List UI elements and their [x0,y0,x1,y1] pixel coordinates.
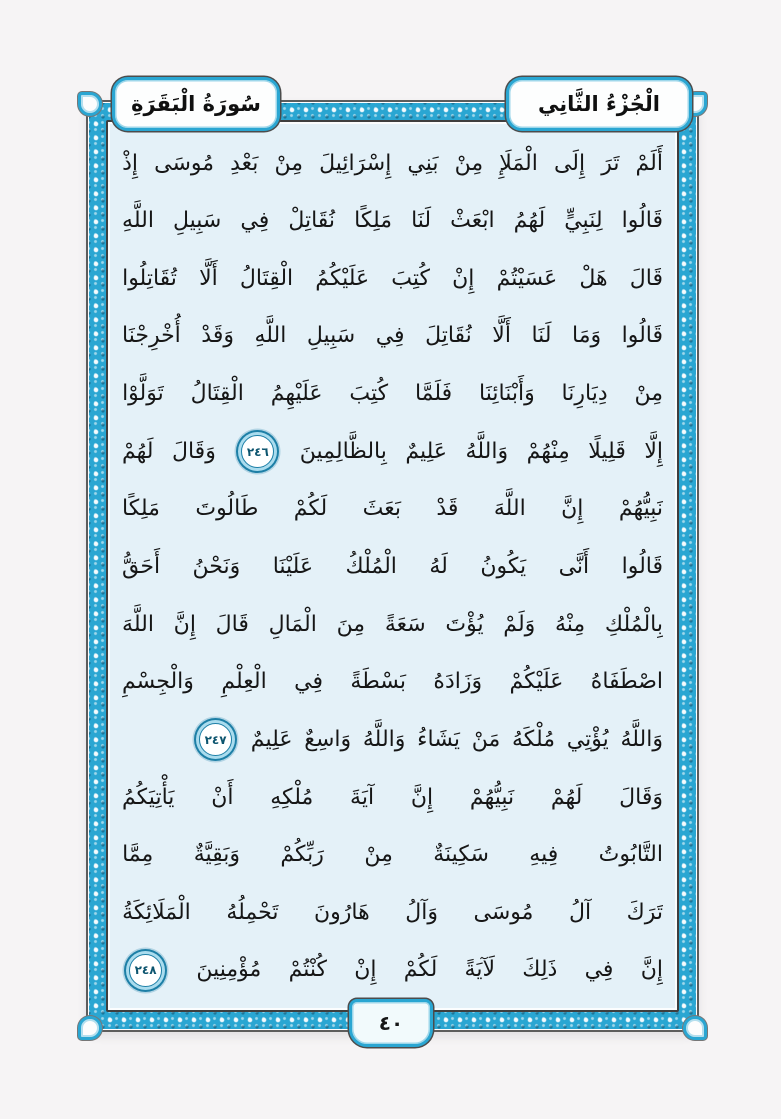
quran-word: بَعْدِ [230,150,259,176]
ayah-number-medallion: ٢٤٧ [199,723,232,756]
quran-word: عَلَيْكُمْ [509,669,564,695]
ornamental-frame [86,100,699,1032]
quran-word: يُؤْتَ [445,611,484,637]
quran-word: أَلَّا [199,265,218,291]
quran-word: عَلَيْنَا [272,553,314,579]
quran-word: مِنْهُمْ [526,438,570,464]
quran-word: مِنْهُ [554,611,586,637]
quran-word: لَهُ [429,553,448,579]
page-number-tab [349,999,433,1047]
corner-ornament-bottom-left [78,1016,102,1040]
quran-word: مِنْ [364,842,393,868]
quran-word: أَحَقُّ [122,553,161,579]
quran-word: مَنْ [471,726,501,752]
quran-word: وَزَادَهُ [433,669,483,695]
quran-word: طَالُوتَ [195,496,259,522]
quran-word: مَلِكًا [354,208,393,234]
quran-line [122,539,663,594]
quran-word: نُقَاتِلَ [425,323,472,349]
quran-word: وَاللَّهُ [362,726,406,752]
quran-word: يَأْتِيَكُمُ [122,784,175,810]
quran-line [122,828,663,883]
quran-word: بَنِي [407,150,439,176]
quran-word: اصْطَفَاهُ [590,669,663,695]
quran-word: قَالُوا [621,323,663,349]
quran-word: تَرَ [601,150,620,176]
quran-word: الْمَلَإِ [499,150,538,176]
quran-word: سَبِيلِ [306,323,356,349]
quran-word: عَلِيمٌ [405,438,448,464]
quran-word: إِنْ [452,265,475,291]
quran-word: التَّابُوتُ [598,842,663,868]
quran-word: مُوسَى [473,899,534,925]
quran-word: اللَّهِ [122,208,154,234]
quran-word: فِي [375,323,405,349]
quran-line [122,482,663,537]
quran-word: يُؤْتِي [566,726,609,752]
juz-name-label: الْجُزْءُ الثَّانِي [538,92,661,116]
quran-word: إِذْ [122,150,139,176]
quran-word: قَدْ [436,496,459,522]
quran-word: لَهُمْ [550,784,583,810]
quran-line [122,770,663,825]
quran-lines [110,124,675,1008]
quran-line [122,136,663,191]
quran-word: مِمَّا [122,842,154,868]
quran-word: الْمُلْكُ [345,553,397,579]
quran-word: بِالظَّالِمِينَ [299,438,387,464]
quran-word: مِنَ [336,611,366,637]
quran-word: تُقَاتِلُوا [122,265,177,291]
quran-word: سَبِيلِ [172,208,222,234]
quran-word: بَسْطَةً [350,669,406,695]
quran-word: اللَّهَ [493,496,526,522]
quran-word: إِلَى [553,150,586,176]
frame-ornament-band [89,103,696,1029]
quran-word: مُلْكَهُ [512,726,556,752]
quran-word: الْعِلْمِ [221,669,267,695]
surah-name-cartouche [112,77,280,131]
quran-word: لَهُمُ [513,208,546,234]
quran-word: أَلَمْ [635,150,663,176]
quran-word: يَكُونُ [480,553,527,579]
quran-word: فَلَمَّا [414,381,453,407]
quran-word: وَبَقِيَّةٌ [193,842,240,868]
quran-word: كُتِبَ [349,381,389,407]
quran-word: إِنَّ [410,784,434,810]
quran-word: نَبِيُّهُمْ [618,496,663,522]
quran-word: ذَلِكَ [522,957,558,983]
quran-word: فِيهِ [529,842,559,868]
quran-word: مُلْكِهِ [270,784,314,810]
quran-line [122,194,663,249]
quran-word: وَآلُ [405,899,438,925]
quran-word: وَاللَّهُ [620,726,663,752]
quran-word: عَلَيْهِمُ [270,381,323,407]
quran-word: نُقَاتِلْ [288,208,336,234]
quran-line [122,655,663,710]
quran-word: هَلْ [579,265,608,291]
quran-word: كُتِبَ [391,265,430,291]
quran-word: تَوَلَّوْا [122,381,164,407]
quran-word: عَسَيْتُمْ [496,265,558,291]
quran-word: وَالْجِسْمِ [122,669,194,695]
quran-word: وَقَالَ [619,784,663,810]
quran-line [122,712,663,767]
quran-word: آيَةَ [350,784,375,810]
quran-word: لَنَا [411,208,432,234]
quran-line [122,943,663,998]
quran-word: رَبِّكُمْ [280,842,324,868]
quran-word: ابْعَثْ [450,208,495,234]
quran-word: وَقَدْ [201,323,234,349]
juz-name-cartouche [506,77,692,131]
quran-word: وَاسِعٌ [304,726,352,752]
quran-word: وَاللَّهُ [465,438,509,464]
quran-word: يَشَاءُ [417,726,460,752]
quran-word: آلُ [568,899,592,925]
quran-word: الْقِتَالُ [239,265,294,291]
quran-word: مُوسَى [154,150,215,176]
quran-line [122,424,663,479]
frame-inner-edge [106,120,679,1012]
quran-word: اللَّهَ [122,611,154,637]
quran-line [122,597,663,652]
quran-word: الْمَلَائِكَةُ [122,899,191,925]
quran-word: إِنَّ [561,496,584,522]
quran-word: أُخْرِجْنَا [122,323,181,349]
quran-word: بِالْمُلْكِ [604,611,663,637]
quran-line [122,309,663,364]
quran-word: وَأَبْنَائِنَا [479,381,535,407]
quran-word: بَعَثَ [362,496,401,522]
quran-word: فِي [240,208,270,234]
corner-ornament-top-left [78,92,102,116]
quran-word: أَنَّى [558,553,590,579]
surah-name-label: سُورَةُ الْبَقَرَةِ [131,92,261,116]
quran-word: مُؤْمِنِينَ [196,957,262,983]
quran-word: عَلِيمٌ [250,726,293,752]
quran-word: دِيَارِنَا [561,381,608,407]
quran-word: مِنْ [274,150,304,176]
quran-word: أَنْ [211,784,234,810]
quran-word: الْقِتَالُ [190,381,244,407]
quran-word: لَهُمْ [122,438,154,464]
quran-word: وَمَا [571,323,602,349]
page-number-label: ٤٠ [378,1011,404,1035]
quran-line [122,251,663,306]
quran-word: مَلِكًا [122,496,160,522]
quran-word: قَالَ [215,611,249,637]
ayah-number-medallion: ٢٤٦ [241,435,274,468]
quran-word: فِي [294,669,323,695]
corner-ornament-bottom-right [683,1016,707,1040]
quran-word: إِنْ [354,957,377,983]
quran-word: وَقَالَ [171,438,216,464]
quran-word: مِنْ [454,150,484,176]
quran-word: نَبِيُّهُمْ [469,784,515,810]
quran-word: قَالُوا [621,553,663,579]
quran-word: تَحْمِلُهُ [226,899,279,925]
quran-word: لَكُمْ [293,496,328,522]
quran-word: وَلَمْ [503,611,536,637]
quran-word: لَنَا [531,323,552,349]
quran-word: هَارُونَ [313,899,370,925]
quran-word: قَلِيلًا [588,438,626,464]
quran-word: إِسْرَائِيلَ [319,150,392,176]
quran-line [122,367,663,422]
quran-word: إِلَّا [644,438,663,464]
quran-line [122,885,663,940]
quran-word: أَلَّا [492,323,511,349]
quran-word: قَالَ [629,265,663,291]
ayah-number-medallion: ٢٤٨ [129,954,162,987]
quran-word: سَعَةً [384,611,426,637]
quran-word: وَنَحْنُ [192,553,241,579]
quran-word: مِنْ [634,381,663,407]
quran-word: لَكُمْ [403,957,438,983]
quran-word: تَرَكَ [626,899,663,925]
quran-word: لَآيَةً [464,957,496,983]
quran-word: قَالُوا [621,208,663,234]
quran-word: سَكِينَةٌ [433,842,489,868]
quran-word: عَلَيْكُمُ [315,265,370,291]
quran-word: كُنْتُمْ [288,957,327,983]
quran-word: إِنَّ [173,611,196,637]
quran-word: لِنَبِيٍّ [564,208,603,234]
quran-word: اللَّهِ [254,323,287,349]
quran-word: إِنَّ [640,957,663,983]
quran-word: فِي [584,957,614,983]
quran-word: الْمَالِ [268,611,317,637]
